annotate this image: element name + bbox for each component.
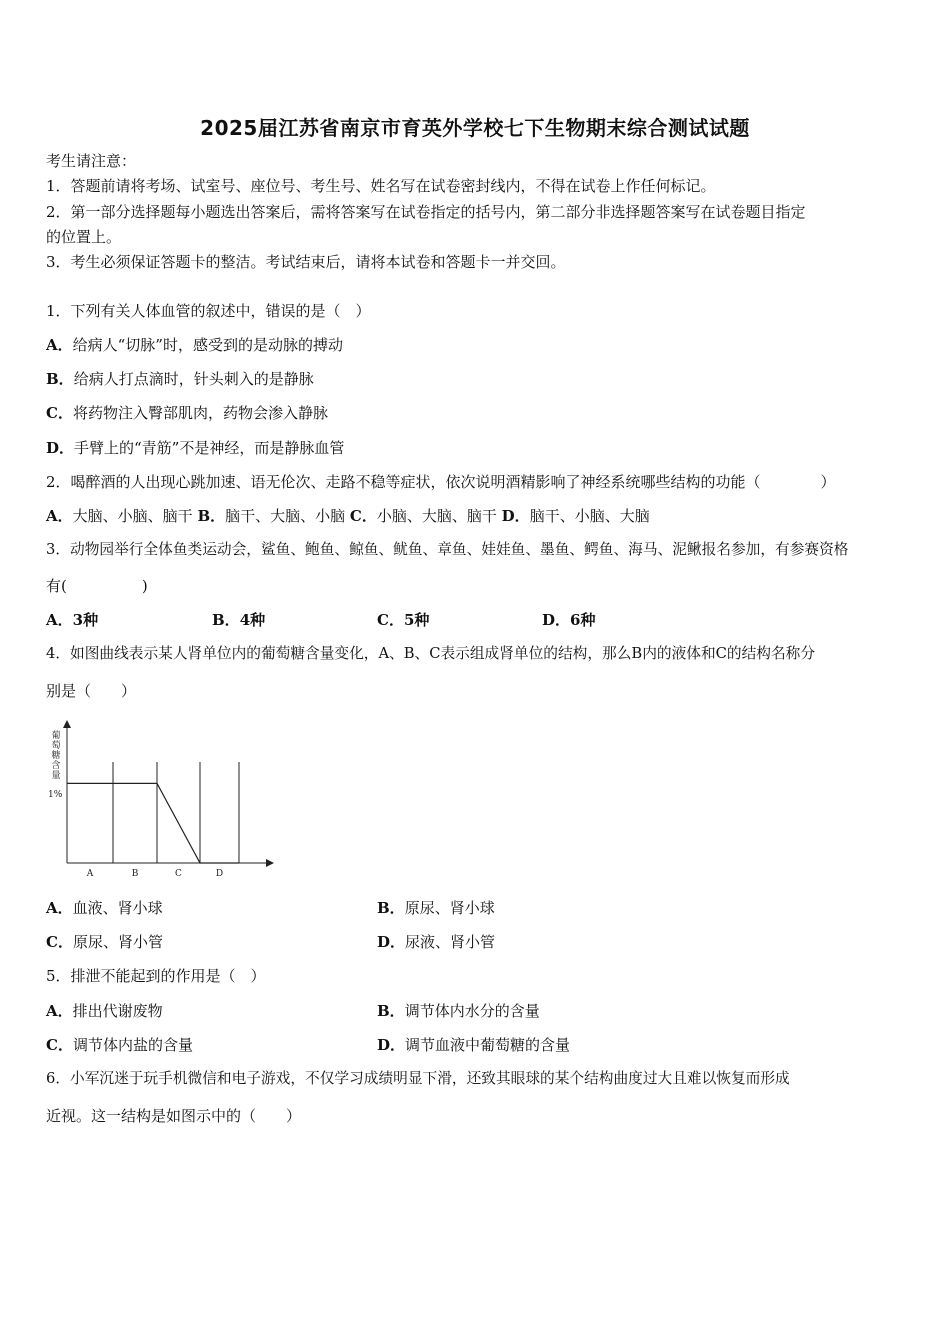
q3-option-c: [377, 610, 429, 630]
q4-option-c: [46, 932, 163, 952]
option-text: 血液、肾小球: [72, 899, 163, 917]
y-tick-label: 1%: [48, 790, 63, 800]
q5-option-a: [46, 1001, 163, 1021]
notice-item-2-cont: 的位置上。: [46, 228, 122, 246]
page-title: 2025届江苏省南京市育英外学校七下生物期末综合测试试题: [200, 116, 750, 140]
option-key: D．: [377, 1036, 406, 1054]
q2-stem: 2．喝醉酒的人出现心跳加速、语无伦次、走路不稳等症状，依次说明酒精影响了神经系统哪些结构的功能（ ）: [46, 473, 836, 491]
option-key: A．: [46, 336, 73, 354]
q5-option-d: [377, 1035, 570, 1055]
q6-stem-line1: 6．小军沉迷于玩手机微信和电子游戏，不仅学习成绩明显下滑，还致其眼球的某个结构曲度过大且难以恢复而形成: [46, 1070, 790, 1087]
y-axis-label-char: 糖: [51, 751, 61, 761]
option-key: A．: [46, 899, 73, 917]
q2-options: [46, 506, 650, 526]
q3-option-d: [542, 610, 595, 630]
q4-stem-line1: 4．如图曲线表示某人肾单位内的葡萄糖含量变化，A、B、C表示组成肾单位的结构，那么B内的液体和C的结构名称分: [46, 645, 816, 662]
option-key: D．: [377, 933, 406, 951]
option-text: 尿液、肾小管: [405, 933, 496, 951]
option-text: 排出代谢废物: [72, 1002, 163, 1020]
option-text: 脑干、大脑、小脑: [225, 507, 346, 525]
q5-option-b: [377, 1001, 540, 1021]
q3-stem-line1: 3．动物园举行全体鱼类运动会，鲨鱼、鲍鱼、鲸鱼、鱿鱼、章鱼、娃娃鱼、墨鱼、鳄鱼、海马、泥鳅报名参加，有参赛资格: [46, 541, 849, 558]
option-text: 调节血液中葡萄糖的含量: [405, 1036, 571, 1054]
option-text: 调节体内盐的含量: [72, 1036, 193, 1054]
option-text: 大脑、小脑、脑干: [72, 507, 193, 525]
option-text: 给病人打点滴时，针头刺入的是静脉: [73, 370, 314, 388]
y-axis-label-char: 含: [51, 761, 61, 771]
q5-option-c: [46, 1035, 193, 1055]
x-tick-label-a: A: [86, 869, 94, 879]
region-dividers: [113, 762, 239, 863]
option-key: B．: [377, 899, 405, 917]
q1-option-c: [46, 403, 328, 423]
option-text: 将药物注入臀部肌肉，药物会渗入静脉: [72, 404, 328, 422]
option-key: C．: [46, 933, 73, 951]
option-key: B．: [212, 611, 240, 629]
notice-item-1: 1．答题前请将考场、试室号、座位号、考生号、姓名写在试卷密封线内，不得在试卷上作任何标记。: [46, 177, 716, 195]
x-tick-label-d: D: [215, 869, 224, 879]
option-text: 5种: [403, 611, 430, 629]
q1-option-b: [46, 369, 314, 389]
option-key: A．: [46, 507, 73, 525]
option-key: B．: [377, 1002, 405, 1020]
y-axis-label-char: 萄: [51, 741, 61, 751]
option-key: B．: [197, 507, 226, 525]
notice-item-3: 3．考生必须保证答题卡的整洁。考试结束后，请将本试卷和答题卡一并交回。: [46, 253, 566, 271]
option-text: 4种: [239, 611, 266, 629]
option-text: 原尿、肾小管: [72, 933, 163, 951]
option-text: 调节体内水分的含量: [404, 1002, 540, 1020]
option-text: 原尿、肾小球: [404, 899, 495, 917]
notice-heading: 考生请注意：: [46, 152, 137, 170]
option-key: C．: [349, 507, 377, 525]
q3-stem-line2: 有( ): [46, 577, 148, 595]
q4-option-d: [377, 932, 495, 952]
option-text: 3种: [72, 611, 99, 629]
q3-option-a: [46, 610, 98, 630]
q1-option-d: [46, 438, 344, 458]
option-text: 脑干、小脑、大脑: [529, 507, 650, 525]
x-tick-labels: [86, 869, 223, 879]
q1-option-a: [46, 335, 343, 355]
notice-item-2: 2．第一部分选择题每小题选出答案后，需将答案写在试卷指定的括号内，第二部分非选择题答案写在试卷题目指定: [46, 203, 806, 221]
option-key: C．: [46, 404, 73, 422]
glucose-chart: [40, 718, 280, 883]
glucose-series-line: [67, 783, 239, 863]
x-tick-label-c: C: [175, 869, 182, 879]
option-key: A．: [46, 611, 73, 629]
q3-option-b: [212, 610, 265, 630]
option-key: B．: [46, 370, 74, 388]
q1-stem: 1．下列有关人体血管的叙述中，错误的是（ ）: [46, 302, 371, 320]
q5-stem: 5．排泄不能起到的作用是（ ）: [46, 967, 266, 985]
option-text: 给病人“切脉”时，感受到的是动脉的搏动: [72, 336, 343, 354]
y-axis-label-char: 量: [51, 771, 61, 781]
option-key: D．: [46, 439, 75, 457]
option-key: A．: [46, 1002, 73, 1020]
option-key: C．: [377, 611, 404, 629]
q4-option-a: [46, 898, 163, 918]
option-key: D．: [501, 507, 530, 525]
option-text: 6种: [570, 611, 596, 629]
y-axis-label: [51, 729, 60, 781]
q6-stem-line2: 近视。这一结构是如图示中的（ ）: [46, 1107, 302, 1125]
y-axis-label-char: 葡: [51, 731, 61, 741]
option-text: 手臂上的“青筋”不是神经，而是静脉血管: [74, 439, 345, 457]
option-text: 小脑、大脑、脑干: [376, 507, 497, 525]
x-tick-label-b: B: [131, 869, 139, 879]
option-key: C．: [46, 1036, 73, 1054]
q4-stem-line2: 别是（ ）: [46, 682, 137, 700]
q4-option-b: [377, 898, 495, 918]
option-key: D．: [542, 611, 571, 629]
